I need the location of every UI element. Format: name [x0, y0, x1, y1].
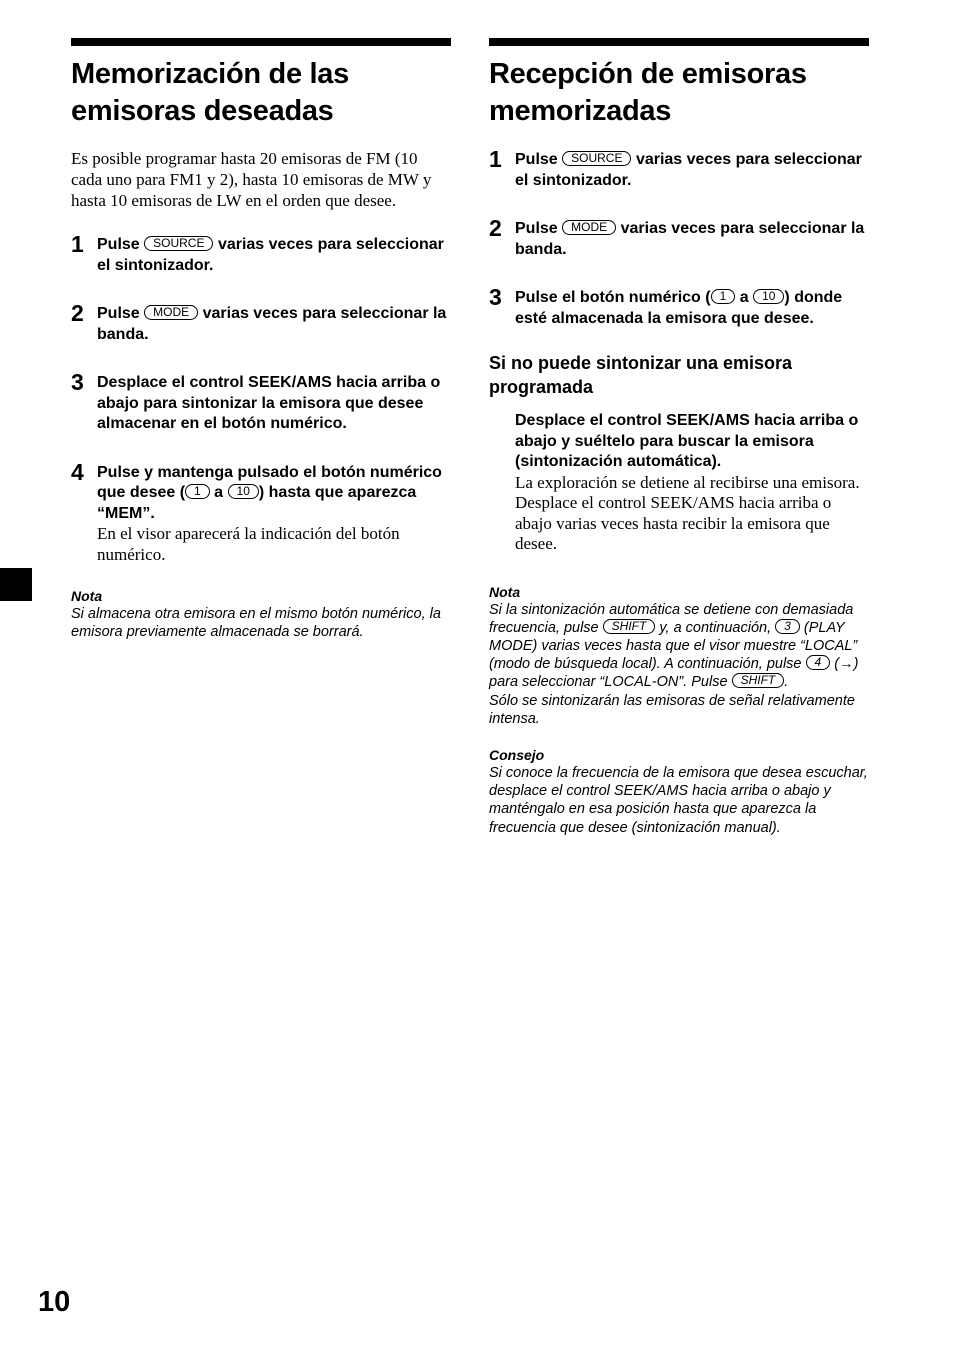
- step-number: 1: [489, 146, 502, 172]
- section-rule: [71, 38, 451, 46]
- note-title: Nota: [71, 588, 103, 604]
- tip-text: Si conoce la frecuencia de la emisora que desea escuchar, desplace el control SEEK/AMS hacia arriba o abajo y manténgalo en esa posición hasta que aparezca la frecuencia que desee (sintonización manual).: [489, 764, 868, 836]
- step-number: 1: [71, 231, 84, 257]
- step-1: 1 Pulse SOURCE varias veces para seleccionar el sintonizador.: [489, 146, 862, 189]
- section-title: Recepción de emisoras memorizadas: [489, 58, 807, 127]
- source-key: SOURCE: [144, 236, 213, 251]
- note-text-2: Sólo se sintonizarán las emisoras de señal relativamente intensa.: [489, 692, 855, 727]
- step-number: 3: [71, 369, 84, 395]
- step-number: 4: [71, 458, 84, 485]
- tip-title: Consejo: [489, 746, 545, 763]
- step-body: En el visor aparecerá la indicación del botón numérico.: [97, 524, 400, 564]
- left-column: [71, 38, 451, 641]
- sub-instructions: [489, 411, 869, 555]
- step-3: 3 Pulse el botón numérico ( 1 a 10 ) donde esté almacenada la emisora que desee.: [489, 284, 843, 327]
- step-2: 2 Pulse MODE varias veces para seleccionar la banda.: [71, 300, 447, 343]
- sub-bold: Desplace el control SEEK/AMS hacia arriba o abajo y suéltelo para buscar la emisora (sintonización automática).: [515, 412, 859, 470]
- mode-key: MODE: [144, 305, 198, 320]
- arrow-right-icon: →: [839, 656, 854, 673]
- step-1: 1 Pulse SOURCE varias veces para seleccionar el sintonizador.: [71, 231, 444, 274]
- note-text: Si la sintonización automática se detiene con demasiada frecuencia, pulse SHIFT y, a continuación, 3 (PLAY MODE) varias veces hasta que el visor muestre “LOCAL” (modo de búsqueda local). A continuación, pulse 4 (→) para seleccionar “LOCAL-ON”. Pulse SHIFT .: [489, 601, 859, 691]
- preset-3-key: 3: [775, 619, 800, 634]
- section-title: Memorización de las emisoras deseadas: [71, 58, 349, 127]
- step-2: 2 Pulse MODE varias veces para seleccionar la banda.: [489, 215, 865, 258]
- step-number: 2: [71, 300, 84, 326]
- preset-1-key: 1: [185, 484, 210, 499]
- step-number: 2: [489, 215, 502, 241]
- shift-key: SHIFT: [603, 619, 656, 634]
- note-title: Nota: [489, 583, 521, 600]
- preset-4-key: 4: [806, 655, 831, 670]
- section-rule: [489, 38, 869, 46]
- page-number: 10: [38, 1286, 71, 1318]
- sub-body: La exploración se detiene al recibirse una emisora. Desplace el control SEEK/AMS hacia arriba o abajo varias veces hasta recibir la emisora que desee.: [515, 472, 860, 553]
- mode-key: MODE: [562, 220, 616, 235]
- source-key: SOURCE: [562, 151, 631, 166]
- preset-10-key: 10: [753, 289, 784, 304]
- step-4: 4 Pulse y mantenga pulsado el botón numérico que desee ( 1 a 10 ) hasta que aparezca “MEM”. En el visor aparecerá la indicación del botón numérico.: [71, 463, 451, 566]
- preset-10-key: 10: [228, 484, 259, 499]
- step-3: [71, 369, 451, 435]
- step-text: Desplace el control SEEK/AMS hacia arriba o abajo para sintonizar la emisora que desee almacenar en el botón numérico.: [97, 374, 441, 432]
- note-text: Si almacena otra emisora en el mismo botón numérico, la emisora previamente almacenada se borrará.: [71, 606, 441, 641]
- right-column: [489, 38, 869, 837]
- intro-paragraph: Es posible programar hasta 20 emisoras de FM (10 cada uno para FM1 y 2), hasta 10 emisoras de MW y hasta 10 emisoras de LW en el orden que desee.: [71, 149, 432, 210]
- section-tab-marker: [0, 568, 32, 601]
- shift-key: SHIFT: [732, 673, 785, 688]
- preset-1-key: 1: [711, 289, 736, 304]
- subheading: Si no puede sintonizar una emisora programada: [489, 353, 793, 397]
- step-number: 3: [489, 284, 502, 310]
